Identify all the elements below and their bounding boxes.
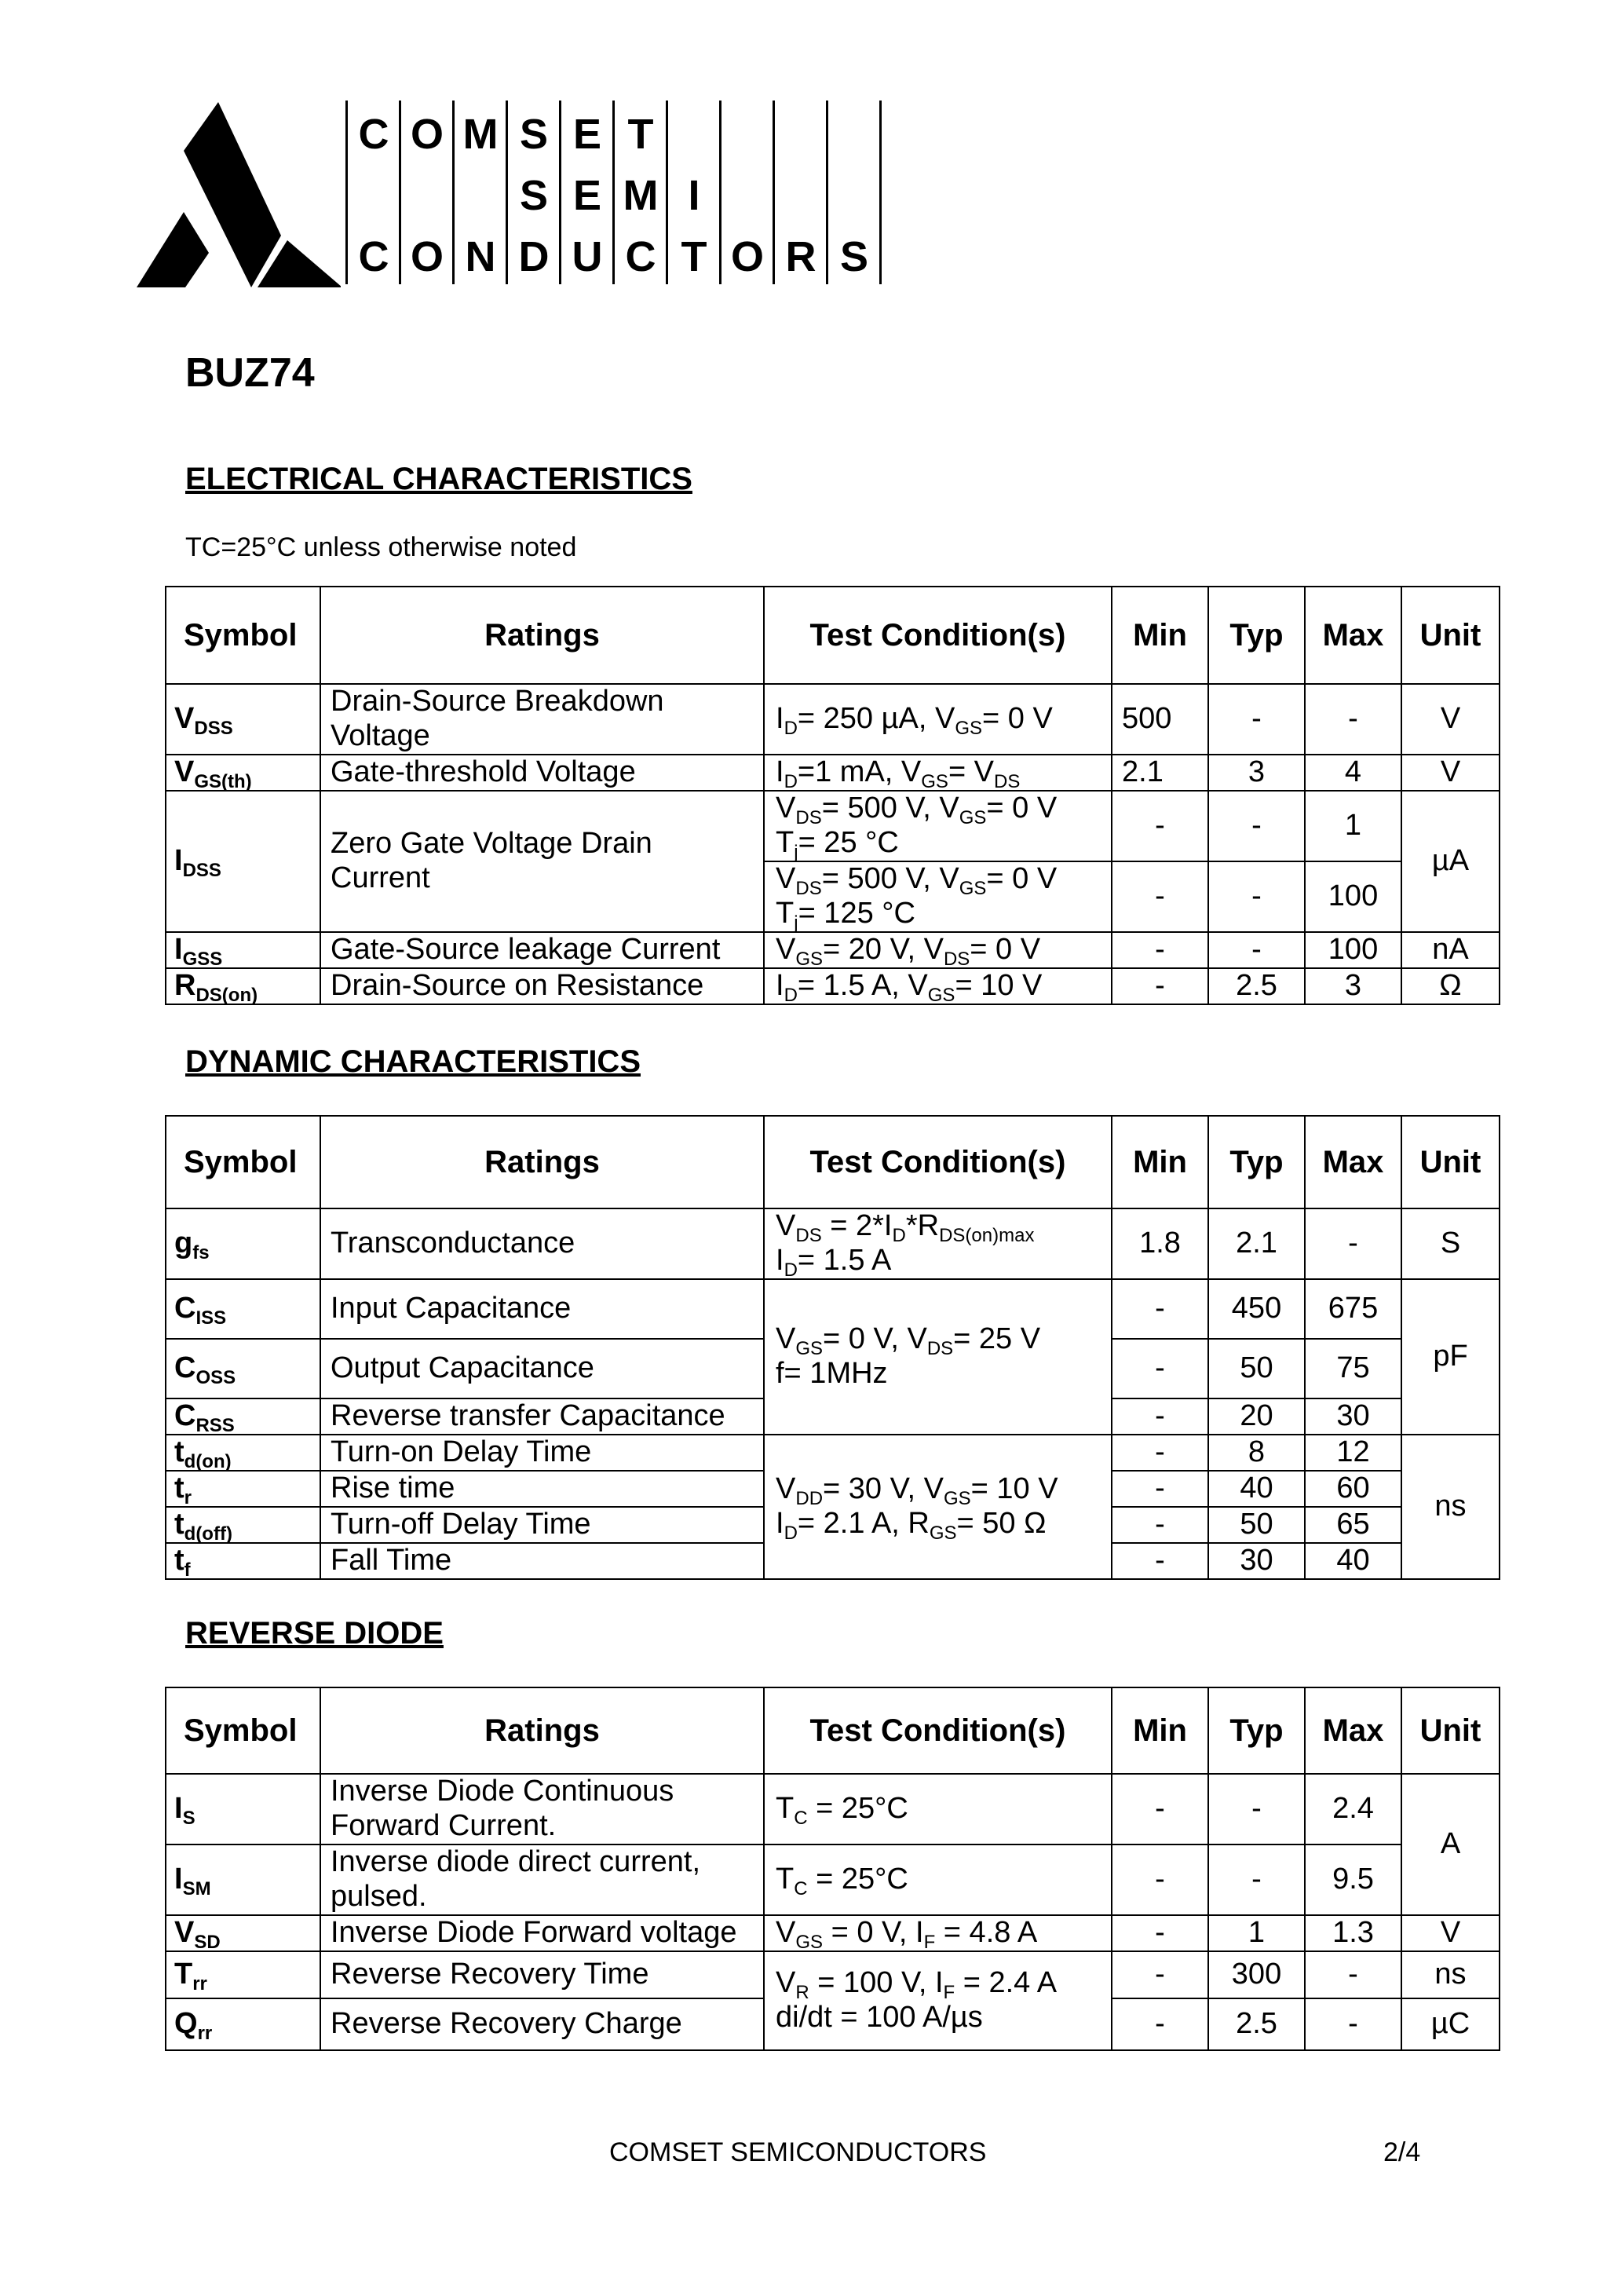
section-title-dynamic: DYNAMIC CHARACTERISTICS bbox=[185, 1044, 641, 1079]
section-title-reverse-diode: REVERSE DIODE bbox=[185, 1616, 444, 1651]
table-row: $I_{GSS}$ Gate-Source leakage Current $V_{GS}= 20$ V, $V_{DS}= 0$ V - - 100 nA bbox=[166, 932, 1500, 968]
table-row: $I_{SM}$ Inverse diode direct current, pulsed. $T_C = 25^\circ C$ - - 9.5 bbox=[166, 1844, 1500, 1915]
table-header-row: Symbol Ratings Test Condition(s) Min Typ Max Unit bbox=[166, 587, 1500, 684]
table-row: $V_{GS(th)}$ Gate-threshold Voltage $I_D=1$ mA, $V_{GS}= V_{DS}$ 2.1 3 4 V bbox=[166, 755, 1500, 791]
table-row: $V_{DSS}$ Drain-Source Breakdown Voltage $I_D= 250$ µA, $V_{GS}= 0$ V 500 - - V bbox=[166, 684, 1500, 755]
table-row: $t_{d(off)}$ Turn-off Delay Time - 50 65 bbox=[166, 1507, 1500, 1543]
footer-company: COMSET SEMICONDUCTORS bbox=[609, 2137, 987, 2167]
dynamic-characteristics-table bbox=[165, 1115, 1500, 1580]
table-row: $t_r$ Rise time - 40 60 bbox=[166, 1471, 1500, 1507]
table-row: $R_{DS(on)}$ Drain-Source on Resistance $I_D= 1.5$ A, $V_{GS}= 10$ V - 2.5 3 Ω bbox=[166, 968, 1500, 1004]
table-row: $C_{RSS}$ Reverse transfer Capacitance - 20 30 bbox=[166, 1398, 1500, 1435]
table-row: $C_{ISS}$ Input Capacitance $V_{GS}= 0$ V, $V_{DS}= 25$ V f= 1MHz - 450 675 pF bbox=[166, 1279, 1500, 1339]
table-row: $t_{d(on)}$ Turn-on Delay Time $V_{DD}= 30$ V, $V_{GS}= 10$ V $I_D= 2.1$ A, $R_{GS}= 50$ Ω - 8 12 ns bbox=[166, 1435, 1500, 1471]
table-header-row: Symbol Ratings Test Condition(s) Min Typ Max Unit bbox=[166, 1687, 1500, 1774]
condition-note: TC=25°C unless otherwise noted bbox=[185, 532, 577, 562]
table-row: $I_{DSS}$ Zero Gate Voltage Drain Current $V_{DS}= 500$ V, $V_{GS}= 0$ V $T_j= 25$ °C - - 1 µA bbox=[166, 791, 1500, 861]
table-header-row: Symbol Ratings Test Condition(s) Min Typ Max Unit bbox=[166, 1116, 1500, 1208]
part-number: BUZ74 bbox=[185, 350, 315, 396]
table-row: $g_{fs}$ Transconductance $V_{DS} = 2*I_D*R_{DS(on)max}$ $I_D= 1.5$ A 1.8 2.1 - S bbox=[166, 1208, 1500, 1279]
electrical-characteristics-table bbox=[165, 586, 1500, 1005]
footer-page-number: 2/4 bbox=[1383, 2137, 1421, 2167]
table-row: $T_{rr}$ Reverse Recovery Time $V_R = 100$ V, $I_F = 2.4$ A di/dt = 100 A/µs - 300 - ns bbox=[166, 1951, 1500, 1998]
company-logo-mark bbox=[137, 102, 341, 291]
table-row: $t_f$ Fall Time - 30 40 bbox=[166, 1543, 1500, 1579]
section-title-electrical: ELECTRICAL CHARACTERISTICS bbox=[185, 462, 692, 496]
company-logo-wordmark: C O M S E T S E M I C O N D U C T O R S bbox=[345, 101, 895, 284]
table-row: $Q_{rr}$ Reverse Recovery Charge - 2.5 - µC bbox=[166, 1998, 1500, 2050]
table-row: $I_S$ Inverse Diode Continuous Forward Current. $T_C = 25^\circ C$ - - 2.4 A bbox=[166, 1774, 1500, 1844]
table-row: $V_{DS}= 500$ V, $V_{GS}= 0$ V $T_j= 125$ °C - - 100 bbox=[166, 861, 1500, 932]
reverse-diode-table bbox=[165, 1687, 1500, 2051]
table-row: $C_{OSS}$ Output Capacitance - 50 75 bbox=[166, 1339, 1500, 1398]
table-row: $V_{SD}$ Inverse Diode Forward voltage $V_{GS} = 0$ V, $I_F = 4.8$ A - 1 1.3 V bbox=[166, 1915, 1500, 1951]
